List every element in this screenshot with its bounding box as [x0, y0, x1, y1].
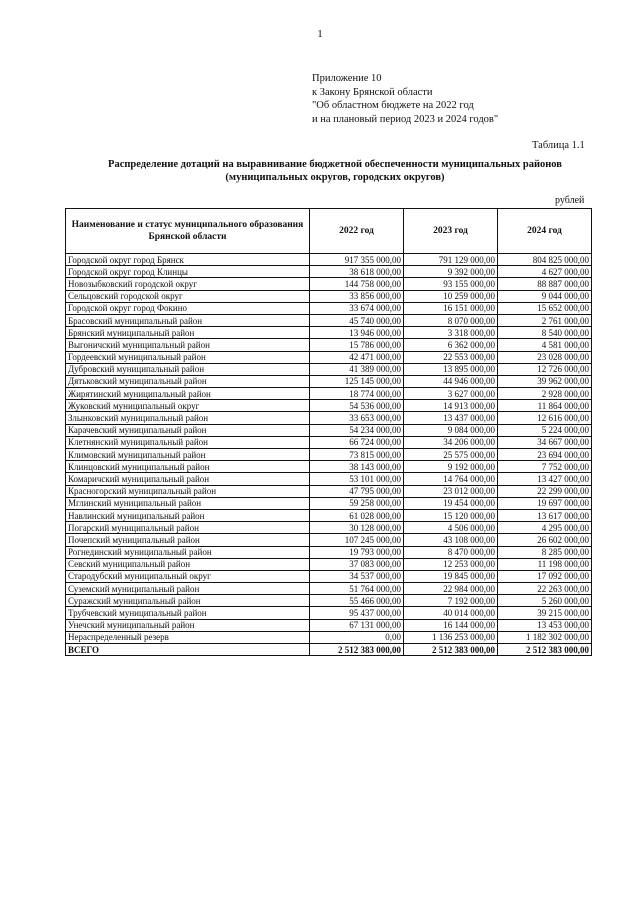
column-header-name: Наименование и статус муниципального образования Брянской области: [66, 209, 310, 254]
municipality-name: Карачевский муниципальный район: [66, 424, 310, 436]
municipality-name: Мглинский муниципальный район: [66, 497, 310, 509]
amount-2022: 37 083 000,00: [310, 558, 404, 570]
amount-2023: 8 070 000,00: [404, 314, 498, 326]
amount-2022: 54 234 000,00: [310, 424, 404, 436]
table-row: [66, 522, 592, 534]
amount-2022: 107 245 000,00: [310, 534, 404, 546]
amount-2022: 47 795 000,00: [310, 485, 404, 497]
table-row: [66, 607, 592, 619]
amount-2022: 42 471 000,00: [310, 351, 404, 363]
amount-2024: 13 617 000,00: [498, 509, 592, 521]
municipality-name: Новозыбковский городской округ: [66, 278, 310, 290]
municipality-name: Севский муниципальный район: [66, 558, 310, 570]
amount-2024: 7 752 000,00: [498, 461, 592, 473]
amount-2024: 23 028 000,00: [498, 351, 592, 363]
amount-2023: 93 155 000,00: [404, 278, 498, 290]
amount-2024: 804 825 000,00: [498, 254, 592, 266]
amount-2022: 73 815 000,00: [310, 449, 404, 461]
amount-2022: 95 437 000,00: [310, 607, 404, 619]
amount-2023: 25 575 000,00: [404, 449, 498, 461]
table-row: [66, 485, 592, 497]
amount-2024: 22 299 000,00: [498, 485, 592, 497]
amount-2023: 13 895 000,00: [404, 363, 498, 375]
municipality-name: Навлинский муниципальный район: [66, 509, 310, 521]
amount-2023: 44 946 000,00: [404, 375, 498, 387]
municipality-name: Гордеевский муниципальный район: [66, 351, 310, 363]
annex-line: к Закону Брянской области: [312, 86, 433, 98]
amount-2024: 17 092 000,00: [498, 570, 592, 582]
annex-line: "Об областном бюджете на 2022 год: [312, 100, 474, 111]
amount-2024: 8 285 000,00: [498, 546, 592, 558]
amount-2024: 4 581 000,00: [498, 339, 592, 351]
amount-2024: 39 962 000,00: [498, 375, 592, 387]
table-row: [66, 497, 592, 509]
amount-2022: 144 758 000,00: [310, 278, 404, 290]
municipality-name: Красногорский муниципальный район: [66, 485, 310, 497]
municipality-name: Жуковский муниципальный округ: [66, 400, 310, 412]
amount-2024: 4 627 000,00: [498, 266, 592, 278]
amount-2022: 53 101 000,00: [310, 473, 404, 485]
table-row: [66, 351, 592, 363]
total-2024: 2 512 383 000,00: [498, 644, 592, 656]
amount-2023: 34 206 000,00: [404, 436, 498, 448]
amount-2022: 30 128 000,00: [310, 522, 404, 534]
table-row: [66, 278, 592, 290]
amount-2022: 41 389 000,00: [310, 363, 404, 375]
amount-2023: 9 192 000,00: [404, 461, 498, 473]
municipality-name: Брасовский муниципальный район: [66, 314, 310, 326]
table-row: [66, 595, 592, 607]
municipality-name: Рогнединский муниципальный район: [66, 546, 310, 558]
amount-2022: 19 793 000,00: [310, 546, 404, 558]
amount-2023: 10 259 000,00: [404, 290, 498, 302]
title-line: Распределение дотаций на выравнивание бюджетной обеспеченности муниципальных районов: [108, 159, 562, 170]
municipality-name: Трубчевский муниципальный район: [66, 607, 310, 619]
amount-2022: 38 143 000,00: [310, 461, 404, 473]
municipality-name: Жирятинский муниципальный район: [66, 388, 310, 400]
table-row: [66, 473, 592, 485]
amount-2024: 26 602 000,00: [498, 534, 592, 546]
municipality-name: Злынковский муниципальный район: [66, 412, 310, 424]
amount-2024: 22 263 000,00: [498, 583, 592, 595]
column-header-2022: 2022 год: [310, 209, 404, 254]
table-row: [66, 461, 592, 473]
amount-2023: 1 136 253 000,00: [404, 631, 498, 643]
table-row: [66, 509, 592, 521]
amount-2024: 39 215 000,00: [498, 607, 592, 619]
amount-2023: 14 913 000,00: [404, 400, 498, 412]
amount-2023: 19 454 000,00: [404, 497, 498, 509]
table-row: [66, 570, 592, 582]
amount-2024: 11 864 000,00: [498, 400, 592, 412]
amount-2022: 15 786 000,00: [310, 339, 404, 351]
amount-2022: 0,00: [310, 631, 404, 643]
amount-2023: 19 845 000,00: [404, 570, 498, 582]
page-number: 1: [317, 28, 323, 40]
amount-2023: 16 144 000,00: [404, 619, 498, 631]
amount-2023: 9 084 000,00: [404, 424, 498, 436]
annex-block: [312, 72, 498, 126]
amount-2022: 66 724 000,00: [310, 436, 404, 448]
table-row: [66, 314, 592, 326]
amount-2024: 34 667 000,00: [498, 436, 592, 448]
amount-2023: 40 014 000,00: [404, 607, 498, 619]
amount-2022: 917 355 000,00: [310, 254, 404, 266]
amount-2022: 38 618 000,00: [310, 266, 404, 278]
amount-2024: 13 453 000,00: [498, 619, 592, 631]
table-row: [66, 619, 592, 631]
total-2023: 2 512 383 000,00: [404, 644, 498, 656]
amount-2024: 15 652 000,00: [498, 302, 592, 314]
amount-2022: 34 537 000,00: [310, 570, 404, 582]
amount-2023: 791 129 000,00: [404, 254, 498, 266]
table-row: [66, 302, 592, 314]
total-2022: 2 512 383 000,00: [310, 644, 404, 656]
amount-2024: 8 540 000,00: [498, 327, 592, 339]
table-row: [66, 583, 592, 595]
amount-2022: 54 536 000,00: [310, 400, 404, 412]
table-row: [66, 327, 592, 339]
municipality-name: Нераспределенный резерв: [66, 631, 310, 643]
amount-2023: 6 362 000,00: [404, 339, 498, 351]
municipality-name: Комаричский муниципальный район: [66, 473, 310, 485]
amount-2022: 125 145 000,00: [310, 375, 404, 387]
municipality-name: Климовский муниципальный район: [66, 449, 310, 461]
document-title: [90, 158, 580, 184]
amount-2023: 22 553 000,00: [404, 351, 498, 363]
amount-2023: 23 012 000,00: [404, 485, 498, 497]
municipality-name: Дубровский муниципальный район: [66, 363, 310, 375]
municipality-name: Городской округ город Брянск: [66, 254, 310, 266]
subsidy-table: [65, 208, 592, 656]
amount-2023: 16 151 000,00: [404, 302, 498, 314]
amount-2022: 67 131 000,00: [310, 619, 404, 631]
amount-2022: 45 740 000,00: [310, 314, 404, 326]
amount-2024: 13 427 000,00: [498, 473, 592, 485]
table-row: [66, 449, 592, 461]
municipality-name: Дятьковский муниципальный район: [66, 375, 310, 387]
amount-2022: 61 028 000,00: [310, 509, 404, 521]
table-label: Таблица 1.1: [532, 140, 585, 151]
municipality-name: Погарский муниципальный район: [66, 522, 310, 534]
annex-line: Приложение 10: [312, 73, 382, 84]
municipality-name: Клинцовский муниципальный район: [66, 461, 310, 473]
table-row: [66, 546, 592, 558]
municipality-name: Почепский муниципальный район: [66, 534, 310, 546]
municipality-name: Брянский муниципальный район: [66, 327, 310, 339]
table-row: [66, 339, 592, 351]
amount-2023: 15 120 000,00: [404, 509, 498, 521]
amount-2024: 5 224 000,00: [498, 424, 592, 436]
amount-2022: 55 466 000,00: [310, 595, 404, 607]
municipality-name: Городской округ город Клинцы: [66, 266, 310, 278]
amount-2023: 3 627 000,00: [404, 388, 498, 400]
amount-2024: 9 044 000,00: [498, 290, 592, 302]
amount-2024: 2 761 000,00: [498, 314, 592, 326]
amount-2022: 13 946 000,00: [310, 327, 404, 339]
annex-line: и на плановый период 2023 и 2024 годов": [312, 113, 499, 125]
table-row: [66, 400, 592, 412]
amount-2024: 23 694 000,00: [498, 449, 592, 461]
unit-label: рублей: [555, 195, 585, 206]
amount-2023: 12 253 000,00: [404, 558, 498, 570]
amount-2024: 12 616 000,00: [498, 412, 592, 424]
amount-2023: 14 764 000,00: [404, 473, 498, 485]
table-row: [66, 375, 592, 387]
table-row: [66, 388, 592, 400]
amount-2022: 33 653 000,00: [310, 412, 404, 424]
total-label: ВСЕГО: [66, 644, 310, 656]
amount-2022: 33 856 000,00: [310, 290, 404, 302]
municipality-name: Клетнянский муниципальный район: [66, 436, 310, 448]
municipality-name: Суземский муниципальный район: [66, 583, 310, 595]
table-row: [66, 436, 592, 448]
table-row: [66, 631, 592, 643]
amount-2023: 7 192 000,00: [404, 595, 498, 607]
amount-2024: 11 198 000,00: [498, 558, 592, 570]
table-row: [66, 424, 592, 436]
amount-2023: 4 506 000,00: [404, 522, 498, 534]
amount-2022: 33 674 000,00: [310, 302, 404, 314]
municipality-name: Суражский муниципальный район: [66, 595, 310, 607]
municipality-name: Выгоничский муниципальный район: [66, 339, 310, 351]
amount-2024: 1 182 302 000,00: [498, 631, 592, 643]
municipality-name: Сельцовский городской округ: [66, 290, 310, 302]
table-row: [66, 254, 592, 266]
table-row: [66, 290, 592, 302]
table-body: [66, 254, 592, 656]
amount-2024: 4 295 000,00: [498, 522, 592, 534]
title-line: (муниципальных округов, городских округов): [225, 172, 445, 183]
municipality-name: Стародубский муниципальный округ: [66, 570, 310, 582]
municipality-name: Унечский муниципальный район: [66, 619, 310, 631]
amount-2023: 43 108 000,00: [404, 534, 498, 546]
amount-2023: 8 470 000,00: [404, 546, 498, 558]
municipality-name: Городской округ город Фокино: [66, 302, 310, 314]
amount-2022: 51 764 000,00: [310, 583, 404, 595]
amount-2023: 3 318 000,00: [404, 327, 498, 339]
amount-2023: 9 392 000,00: [404, 266, 498, 278]
amount-2022: 18 774 000,00: [310, 388, 404, 400]
total-row: [66, 644, 592, 656]
amount-2024: 2 928 000,00: [498, 388, 592, 400]
table-row: [66, 266, 592, 278]
table-row: [66, 558, 592, 570]
amount-2024: 19 697 000,00: [498, 497, 592, 509]
amount-2022: 59 258 000,00: [310, 497, 404, 509]
amount-2023: 22 984 000,00: [404, 583, 498, 595]
column-header-2024: 2024 год: [498, 209, 592, 254]
table-row: [66, 412, 592, 424]
amount-2024: 88 887 000,00: [498, 278, 592, 290]
table-row: [66, 363, 592, 375]
table-row: [66, 534, 592, 546]
column-header-2023: 2023 год: [404, 209, 498, 254]
amount-2024: 12 726 000,00: [498, 363, 592, 375]
amount-2023: 13 437 000,00: [404, 412, 498, 424]
amount-2024: 5 260 000,00: [498, 595, 592, 607]
table-header-row: [66, 209, 592, 254]
